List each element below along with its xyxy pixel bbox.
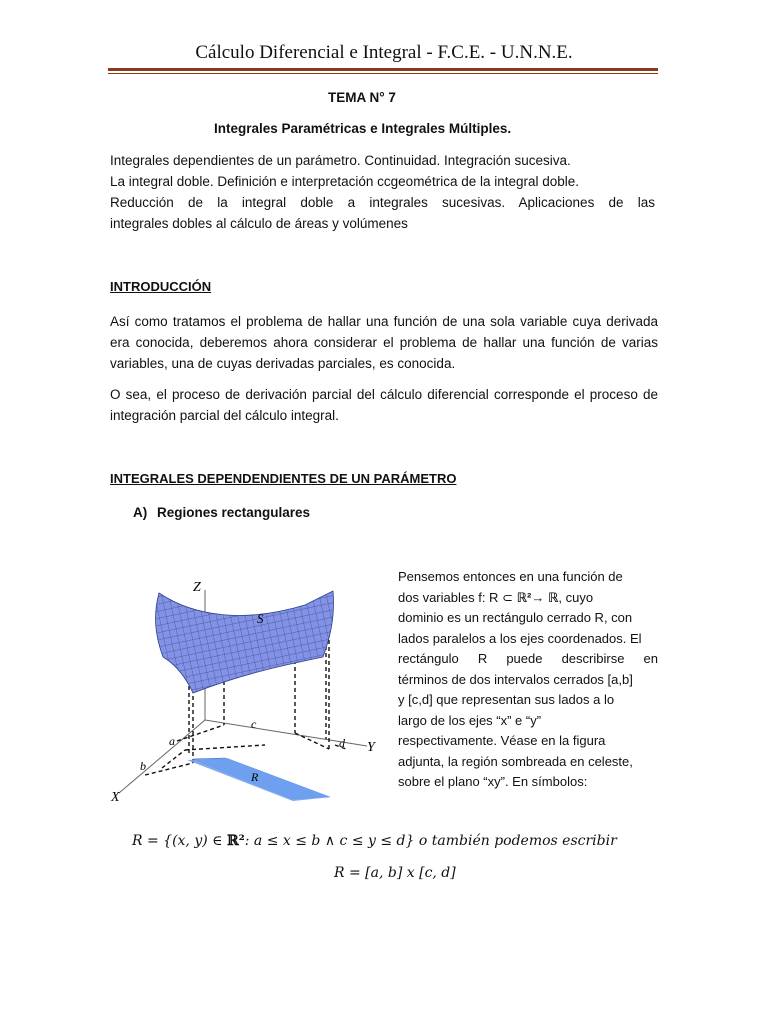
intro-paragraph-1: Así como tratamos el problema de hallar una función de una sola variable cuya derivada era conocida, deberemos ahora considerar el problema de hallar una función de varias variables, una de cuyas derivadas parciales, es conocida. <box>110 314 658 371</box>
formula-set-symbol: ℝ² <box>226 833 245 849</box>
side-line: dominio es un rectángulo cerrado R, con <box>398 610 633 625</box>
region-r-fill <box>187 758 331 801</box>
surface-s <box>156 591 334 693</box>
summary-line: integrales dobles al cálculo de áreas y volúmenes <box>110 216 408 231</box>
set-r: ℝ <box>547 589 559 605</box>
formula-cartesian-product: R = [a, b] x [c, d] <box>334 865 456 881</box>
intro-heading: INTRODUCCIÓN <box>110 279 212 294</box>
side-text-fragment: , cuyo <box>558 589 594 605</box>
summary-line: Reducción de la integral doble a integrales sucesivas. Aplicaciones de las <box>110 195 655 210</box>
side-line: términos de dos intervalos cerrados [a,b] <box>398 671 633 687</box>
side-line: respectivamente. Véase en la figura <box>398 733 606 748</box>
side-line: y [c,d] que representan sus lados a lo <box>398 692 615 707</box>
side-text-fragment: dos variables f: R ⊂ <box>398 589 517 605</box>
label-a: a <box>169 734 175 748</box>
x-axis <box>119 720 205 793</box>
side-line: sobre el plano “xy”. En símbolos: <box>398 774 588 789</box>
axis-x-label: X <box>111 790 120 805</box>
formula-part: R = {(x, y) ∈ <box>132 833 227 849</box>
side-line: Pensemos entonces en una función de <box>398 569 623 584</box>
summary-line: Integrales dependientes de un parámetro. Continuidad. Integración sucesiva. <box>110 153 571 168</box>
side-line: rectángulo R puede describirse en <box>398 651 658 666</box>
intro-paragraph-2: O sea, el proceso de derivación parcial del cálculo diferencial corresponde el proceso de integración parcial del cálculo integral. <box>110 387 658 423</box>
header-rule <box>108 68 658 71</box>
side-line <box>398 588 658 609</box>
list-item-marker: A) <box>133 505 148 520</box>
section-heading: INTEGRALES DEPENDENDIENTES DE UN PARÁMETRO <box>110 471 457 486</box>
header-rule-thin <box>108 73 658 74</box>
side-paragraph <box>398 567 658 793</box>
summary-block <box>110 150 655 234</box>
tema-title: TEMA N° 7 <box>328 90 396 105</box>
axis-z-label: Z <box>193 580 201 595</box>
list-item-label: Regiones rectangulares <box>157 505 311 520</box>
subtitle: Integrales Paramétricas e Integrales Múltiples. <box>214 121 512 136</box>
surface-figure <box>105 565 385 810</box>
formula-tail: o también podemos escribir <box>414 833 617 849</box>
side-line: adjunta, la región sombreada en celeste, <box>398 753 633 769</box>
label-c: c <box>251 717 257 731</box>
side-line: largo de los ejes “x” e “y” <box>398 712 542 728</box>
axis-y-label: Y <box>367 740 375 755</box>
set-r2: ℝ² <box>516 589 532 605</box>
summary-line: La integral doble. Definición e interpretación ccgeométrica de la integral doble. <box>110 174 580 189</box>
page-header-title: Cálculo Diferencial e Integral - F.C.E. - U.N.N.E. <box>195 42 573 63</box>
side-line: lados paralelos a los ejes coordenados. El <box>398 630 642 646</box>
label-b: b <box>140 759 146 773</box>
formula-part: : a ≤ x ≤ b ∧ c ≤ y ≤ d} <box>244 833 415 849</box>
arrow: → <box>531 589 545 605</box>
surface-label: S <box>257 611 264 626</box>
formula-set-definition <box>132 833 617 849</box>
region-label: R <box>251 770 259 784</box>
label-d: d <box>339 736 345 750</box>
